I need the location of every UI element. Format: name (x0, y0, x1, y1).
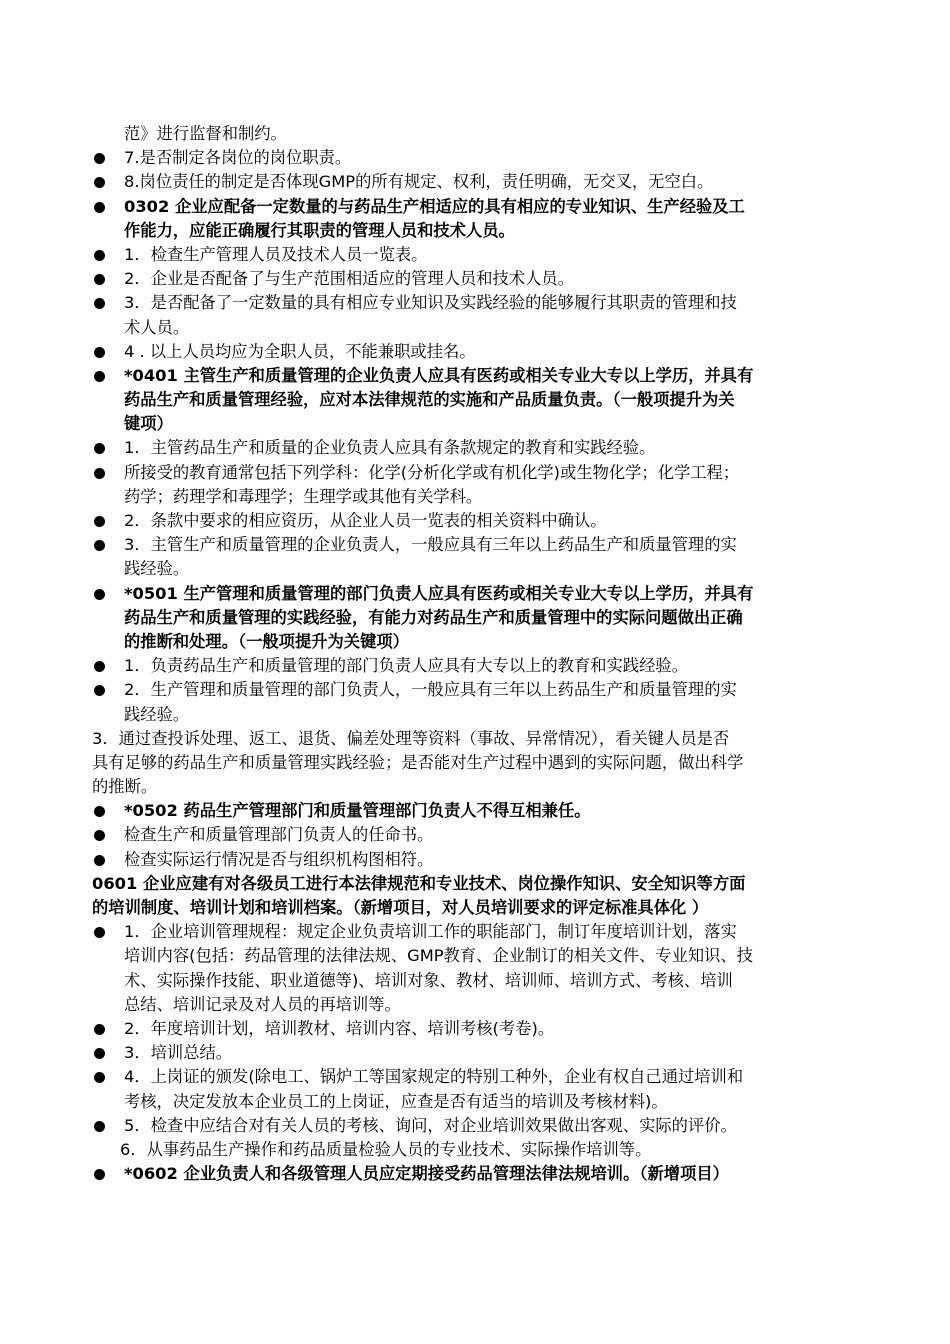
bullet-icon (94, 1121, 105, 1132)
list-item (92, 340, 858, 364)
bullet-icon (94, 202, 105, 213)
line-text: 的培训制度、培训计划和培训档案。（新增项目，对人员培训要求的评定标准具体化 ） (92, 898, 709, 917)
line-text: 范》进行监督和制约。 (124, 124, 287, 143)
bullet-icon (94, 153, 105, 164)
bullet-icon (94, 1072, 105, 1083)
text-line (92, 122, 858, 146)
line-text: 7.是否制定各岗位的岗位职责。 (124, 148, 352, 168)
bullet-icon (94, 806, 105, 817)
line-text: 作能力，应能正确履行其职责的管理人员和技术人员。 (124, 220, 515, 240)
text-line (92, 775, 858, 799)
line-text: 培训内容(包括：药品管理的法律法规、GMP教育、企业制订的相关文件、专业知识、技 (124, 946, 753, 966)
document-body (92, 122, 858, 1186)
bullet-icon (94, 830, 105, 841)
line-text: 2．条款中要求的相应资历，从企业人员一览表的相关资料中确认。 (124, 511, 607, 530)
list-item (92, 654, 858, 678)
line-text: 考核，决定发放本企业员工的上岗证，应查是否有适当的培训及考核材料)。 (124, 1091, 668, 1111)
text-line (92, 388, 858, 412)
line-text: *0501 生产管理和质量管理的部门负责人应具有医药或相关专业大专以上学历，并具有 (124, 583, 754, 603)
bullet-icon (94, 661, 105, 672)
line-text: 的推断。 (92, 777, 158, 797)
line-text: 0601 企业应建有对各级员工进行本法律规范和专业技术、岗位操作知识、安全知识等方面 (92, 873, 746, 893)
list-item (92, 364, 858, 388)
bullet-icon (94, 855, 105, 866)
line-text: 总结、培训记录及对人员的再培训等。 (124, 994, 401, 1014)
line-text: 1．企业培训管理规程：规定企业负责培训工作的职能部门，制订年度培训计划，落实 (124, 922, 737, 942)
line-text: 5．检查中应结合对有关人员的考核、询问，对企业培训效果做出客观、实际的评价。 (124, 1115, 737, 1135)
bullet-icon (94, 927, 105, 938)
text-line (92, 219, 858, 243)
line-text: 2．生产管理和质量管理的部门负责人，一般应具有三年以上药品生产和质量管理的实 (124, 680, 737, 700)
line-text: 药品生产和质量管理的实践经验，有能力对药品生产和质量管理中的实际问题做出正确 (124, 607, 743, 627)
line-text: 践经验。 (124, 559, 190, 579)
text-line (92, 993, 858, 1017)
line-text: 所接受的教育通常包括下列学科：化学(分析化学或有机化学)或生物化学；化学工程； (124, 462, 740, 482)
line-text: 6．从事药品生产操作和药品质量检验人员的专业技术、实际操作培训等。 (120, 1139, 652, 1159)
line-text: 3．主管生产和质量管理的企业负责人，一般应具有三年以上药品生产和质量管理的实 (124, 535, 737, 555)
line-text: 药学；药理学和毒理学；生理学或其他有关学科。 (124, 486, 483, 506)
line-text: 术人员。 (124, 317, 190, 337)
bullet-icon (94, 540, 105, 551)
line-text: 8.岗位责任的制定是否体现GMP的所有规定、权利，责任明确，无交叉，无空白。 (124, 172, 714, 192)
line-text: 具有足够的药品生产和质量管理实践经验；是否能对生产过程中遇到的实际问题，做出科学 (92, 752, 744, 772)
text-line (92, 703, 858, 727)
bullet-icon (94, 274, 105, 285)
bullet-icon (94, 371, 105, 382)
list-item (92, 533, 858, 557)
line-text: 键项） (124, 414, 173, 434)
list-item (92, 170, 858, 194)
line-text: 术、实际操作技能、职业道德等)、培训对象、教材、培训师、培训方式、考核、培训 (124, 970, 733, 990)
line-text: 1．负责药品生产和质量管理的部门负责人应具有大专以上的教育和实践经验。 (124, 656, 688, 676)
line-text: 3．通过查投诉处理、返工、退货、偏差处理等资料（事故、异常情况），看关键人员是否 (92, 728, 730, 748)
bullet-icon (94, 250, 105, 261)
text-line (92, 630, 858, 654)
list-item (92, 146, 858, 170)
text-line (92, 872, 858, 896)
text-line (92, 557, 858, 581)
line-text: 3．培训总结。 (124, 1043, 233, 1063)
list-item (92, 243, 858, 267)
list-item (92, 1041, 858, 1065)
list-item (92, 1162, 858, 1186)
line-text: 2．年度培训计划，培训教材、培训内容、培训考核(考卷)。 (124, 1018, 555, 1038)
list-item (92, 920, 858, 944)
line-text: 药品生产和质量管理经验，应对本法律规范的实施和产品质量负责。（一般项提升为关 (124, 390, 735, 410)
list-item (92, 582, 858, 606)
line-text: 践经验。 (124, 704, 190, 724)
line-text: 检查实际运行情况是否与组织机构图相符。 (124, 849, 434, 869)
text-line (92, 606, 858, 630)
bullet-icon (94, 298, 105, 309)
list-item (92, 195, 858, 219)
bullet-icon (94, 1048, 105, 1059)
line-text: 4 . 以上人员均应为全职人员，不能兼职或挂名。 (124, 341, 476, 361)
line-text: 3．是否配备了一定数量的具有相应专业知识及实践经验的能够履行其职责的管理和技 (124, 293, 737, 313)
line-text: 4．上岗证的颁发(除电工、锅炉工等国家规定的特别工种外，企业有权自己通过培训和 (124, 1067, 744, 1087)
line-text: *0502 药品生产管理部门和质量管理部门负责人不得互相兼任。 (124, 801, 591, 821)
list-item (92, 1114, 858, 1138)
bullet-icon (94, 1024, 105, 1035)
text-line (92, 969, 858, 993)
line-text: *0602 企业负责人和各级管理人员应定期接受药品管理法律法规培训。（新增项目） (124, 1164, 729, 1184)
text-line (92, 944, 858, 968)
line-text: 的推断和处理。（一般项提升为关键项） (124, 631, 409, 651)
line-text: 0302 企业应配备一定数量的与药品生产相适应的具有相应的专业知识、生产经验及工 (124, 196, 745, 216)
text-line (92, 485, 858, 509)
text-line (92, 412, 858, 436)
line-text: *0401 主管生产和质量管理的企业负责人应具有医药或相关专业大专以上学历，并具有 (124, 365, 754, 385)
line-text: 2．企业是否配备了与生产范围相适应的管理人员和技术人员。 (124, 269, 574, 289)
list-item (92, 848, 858, 872)
bullet-icon (94, 177, 105, 188)
list-item (92, 1065, 858, 1089)
list-item (92, 291, 858, 315)
list-item (92, 823, 858, 847)
list-item (92, 799, 858, 823)
list-item (92, 1017, 858, 1041)
bullet-icon (94, 347, 105, 358)
text-line (92, 316, 858, 340)
text-line (92, 751, 858, 775)
list-item (92, 436, 858, 460)
line-text: 1．主管药品生产和质量的企业负责人应具有条款规定的教育和实践经验。 (124, 438, 656, 458)
bullet-icon (94, 1169, 105, 1180)
text-line (92, 1090, 858, 1114)
list-item (92, 461, 858, 485)
bullet-icon (94, 468, 105, 479)
text-line (92, 1138, 858, 1162)
bullet-icon (94, 685, 105, 696)
line-text: 检查生产和质量管理部门负责人的任命书。 (124, 825, 434, 845)
list-item (92, 509, 858, 533)
list-item (92, 678, 858, 702)
bullet-icon (94, 443, 105, 454)
text-line (92, 896, 858, 920)
line-text: 1．检查生产管理人员及技术人员一览表。 (124, 244, 428, 264)
bullet-icon (94, 516, 105, 527)
text-line (92, 727, 858, 751)
list-item (92, 267, 858, 291)
bullet-icon (94, 589, 105, 600)
